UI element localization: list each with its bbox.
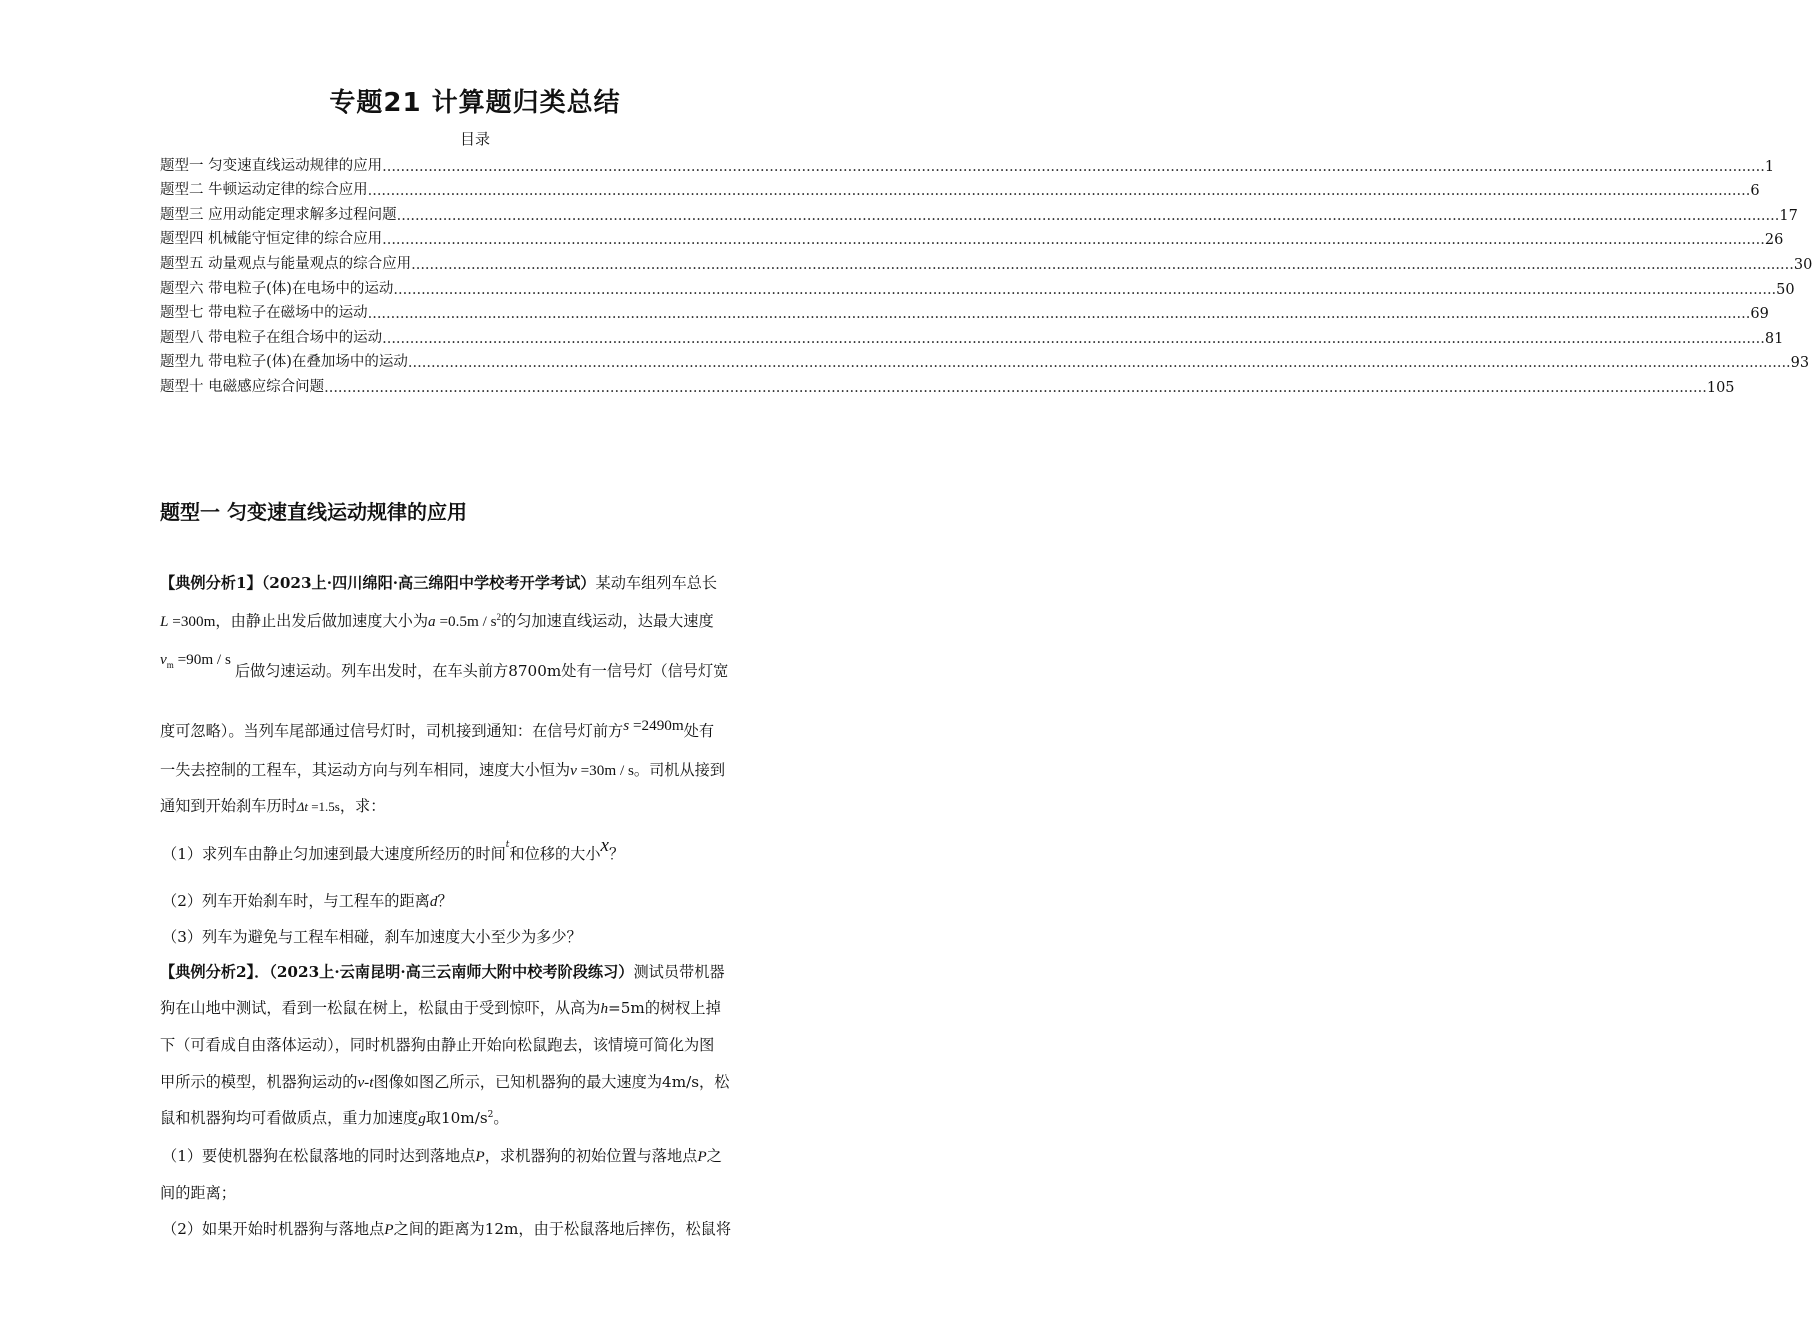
toc-entry-label: 题型八 带电粒子在组合场中的运动 bbox=[160, 329, 383, 346]
formula-var: P bbox=[697, 1148, 707, 1165]
text: 一失去控制的工程车，其运动方向与列车相同，速度大小恒为 bbox=[160, 761, 571, 779]
ex2-tag: 【典例分析2】．（2023上·云南昆明·高三云南师大附中校考阶段练习） bbox=[160, 963, 634, 981]
ex1-line-2 bbox=[160, 610, 792, 631]
formula-val: =300m bbox=[168, 613, 216, 630]
toc-entry-page: 1 bbox=[1764, 158, 1775, 175]
toc-entry-1[interactable] bbox=[160, 150, 1775, 175]
text: 之 bbox=[706, 1147, 722, 1165]
ex1-question-1 bbox=[162, 835, 794, 865]
toc-leader: ............................................................................................................................................................................................................................................................................................................ bbox=[382, 158, 1765, 175]
toc-entry-2[interactable] bbox=[160, 175, 1760, 200]
text: =5m的树杈上掉 bbox=[608, 999, 721, 1017]
text: 甲所示的模型，机器狗运动的 bbox=[160, 1073, 358, 1091]
formula-var: P bbox=[475, 1148, 485, 1165]
text: 通知到开始刹车历时 bbox=[160, 797, 297, 815]
text: （1）求列车由静止匀加速到最大速度所经历的时间 bbox=[162, 845, 506, 863]
text: （1）要使机器狗在松鼠落地的同时达到落地点 bbox=[162, 1147, 476, 1165]
toc-entry-5[interactable] bbox=[160, 248, 1812, 273]
text: 图像如图乙所示，已知机器狗的最大速度为4m/s，松 bbox=[373, 1073, 730, 1091]
text: ，求机器狗的初始位置与落地点 bbox=[484, 1147, 698, 1165]
ex2-line-4 bbox=[160, 1071, 792, 1092]
text: 狗在山地中测试，看到一松鼠在树上，松鼠由于受到惊吓，从高为 bbox=[160, 999, 601, 1017]
toc-entry-label: 题型四 机械能守恒定律的综合应用 bbox=[160, 231, 383, 248]
vm-formula bbox=[160, 650, 231, 671]
formula-sub: m bbox=[166, 660, 174, 671]
text: 取10m/s bbox=[425, 1109, 488, 1127]
toc-entry-10[interactable] bbox=[160, 371, 1735, 396]
ex2-line-2 bbox=[160, 997, 792, 1018]
toc-entry-7[interactable] bbox=[160, 298, 1769, 323]
toc-entry-label: 题型五 动量观点与能量观点的综合应用 bbox=[160, 255, 412, 272]
toc-entry-label: 题型九 带电粒子(体)在叠加场中的运动 bbox=[160, 354, 408, 371]
formula-var: v bbox=[570, 762, 577, 779]
ex1-line-4 bbox=[160, 717, 792, 741]
toc-entry-8[interactable] bbox=[160, 322, 1784, 347]
toc-leader: ............................................................................................................................................................................................................................................................................................................ bbox=[407, 355, 1791, 372]
text: 之间的距离为12m，由于松鼠落地后摔伤，松鼠将 bbox=[393, 1220, 732, 1238]
toc-leader: ............................................................................................................................................................................................................................................................................................................ bbox=[382, 330, 1765, 347]
formula-var: a bbox=[428, 613, 436, 630]
toc-entry-page: 81 bbox=[1764, 330, 1784, 347]
text: 处有 bbox=[683, 722, 715, 740]
toc-entry-page: 93 bbox=[1790, 355, 1810, 372]
toc-leader: ............................................................................................................................................................................................................................................................................................................ bbox=[393, 281, 1777, 298]
text: ，求： bbox=[339, 797, 386, 815]
toc-leader: ............................................................................................................................................................................................................................................................................................................ bbox=[382, 232, 1765, 249]
text: 测试员带机器 bbox=[633, 963, 725, 981]
ex1-line-3 bbox=[160, 651, 792, 682]
toc-entry-page: 17 bbox=[1779, 207, 1798, 224]
text: 。司机从接到 bbox=[633, 761, 726, 779]
text: ？ bbox=[608, 845, 625, 863]
ex2-line-3: 下（可看成自由落体运动），同时机器狗由静止开始向松鼠跑去，该情境可简化为图 bbox=[160, 1036, 715, 1054]
toc-heading: 目录 bbox=[459, 130, 490, 148]
text: ？ bbox=[437, 892, 453, 910]
ex1-question-3: （3）列车为避免与工程车相碰，刹车加速度大小至少为多少？ bbox=[162, 928, 582, 946]
formula-var: d bbox=[429, 893, 438, 910]
toc-entry-6[interactable] bbox=[160, 273, 1795, 298]
toc-entry-page: 105 bbox=[1706, 379, 1735, 396]
ex1-tag: 【典例分析1】（2023上·四川绵阳·高三绵阳中学校考开学考试） bbox=[160, 574, 596, 592]
formula-var: t bbox=[505, 840, 510, 850]
ex2-line-5 bbox=[160, 1107, 792, 1128]
toc-entry-label: 题型六 带电粒子(体)在电场中的运动 bbox=[160, 280, 394, 297]
text: 度可忽略）。当列车尾部通过信号灯时，司机接到通知：在信号灯前方 bbox=[160, 722, 624, 740]
formula-val: =2490m bbox=[629, 717, 684, 734]
formula-var: P bbox=[384, 1221, 394, 1238]
toc-entry-label: 题型十 电磁感应综合问题 bbox=[160, 378, 325, 395]
ex1-question-2 bbox=[162, 890, 794, 911]
ex2-question-2 bbox=[162, 1218, 794, 1239]
section-heading: 题型一 匀变速直线运动规律的应用 bbox=[160, 500, 467, 524]
toc-entry-label: 题型一 匀变速直线运动规律的应用 bbox=[160, 157, 383, 174]
toc-leader: ............................................................................................................................................................................................................................................................................................................ bbox=[411, 256, 1794, 273]
toc-leader: ............................................................................................................................................................................................................................................................................................................ bbox=[396, 207, 1780, 224]
ex2-question-1-cont: 间的距离； bbox=[160, 1184, 236, 1202]
formula-var: v bbox=[160, 651, 167, 668]
formula-val: =0.5m / s bbox=[435, 613, 497, 630]
toc-entry-page: 30 bbox=[1793, 256, 1812, 273]
toc-entry-9[interactable] bbox=[160, 347, 1810, 372]
toc-entry-3[interactable] bbox=[160, 199, 1798, 224]
ex1-line-6 bbox=[160, 795, 792, 816]
text: （2）如果开始时机器狗与落地点 bbox=[162, 1220, 385, 1238]
toc-entry-page: 50 bbox=[1776, 281, 1795, 298]
toc-entry-label: 题型二 牛顿运动定律的综合应用 bbox=[160, 182, 368, 199]
formula-var: L bbox=[160, 613, 169, 630]
formula-var: Δt bbox=[296, 799, 308, 814]
formula-var: v-t bbox=[357, 1074, 374, 1091]
toc-entry-page: 26 bbox=[1764, 232, 1784, 249]
page-title: 专题21 计算题归类总结 bbox=[329, 88, 621, 118]
toc-entry-page: 6 bbox=[1750, 183, 1760, 200]
text: 。 bbox=[493, 1109, 509, 1127]
text: 某动车组列车总长 bbox=[595, 574, 717, 592]
formula-var: h bbox=[600, 1000, 609, 1017]
text: ，由静止出发后做加速度大小为 bbox=[215, 612, 429, 630]
formula-val: =1.5s bbox=[307, 799, 340, 814]
ex1-line-5 bbox=[160, 759, 792, 780]
text: 的匀加速直线运动，达最大速度 bbox=[501, 612, 714, 630]
formula-var: s bbox=[623, 717, 630, 734]
toc-leader: ............................................................................................................................................................................................................................................................................................................ bbox=[367, 183, 1751, 200]
ex1-line-1 bbox=[160, 572, 792, 593]
toc-entry-label: 题型三 应用动能定理求解多过程问题 bbox=[160, 206, 397, 223]
s-formula bbox=[623, 716, 683, 734]
toc-leader: ............................................................................................................................................................................................................................................................................................................ bbox=[324, 379, 1707, 396]
formula-val: =30m / s bbox=[576, 762, 634, 779]
ex2-question-1 bbox=[162, 1145, 794, 1166]
formula-var: g bbox=[418, 1110, 426, 1127]
formula-sup: 2 bbox=[496, 611, 502, 622]
formula-val: =90m / s bbox=[173, 651, 231, 668]
toc-entry-label: 题型七 带电粒子在磁场中的运动 bbox=[160, 305, 368, 322]
table-of-contents bbox=[160, 150, 1812, 396]
text: （2）列车开始刹车时，与工程车的距离 bbox=[162, 892, 430, 910]
ex2-line-1 bbox=[160, 961, 792, 982]
text: 鼠和机器狗均可看做质点，重力加速度 bbox=[160, 1109, 419, 1127]
formula-var: x bbox=[600, 835, 609, 856]
text: 后做匀速运动。列车出发时，在车头前方8700m处有一信号灯（信号灯宽 bbox=[234, 662, 729, 680]
text: 和位移的大小 bbox=[509, 845, 601, 863]
toc-leader: ............................................................................................................................................................................................................................................................................................................ bbox=[367, 306, 1751, 323]
formula-sup: 2 bbox=[487, 1109, 494, 1120]
toc-entry-4[interactable] bbox=[160, 224, 1784, 249]
toc-entry-page: 69 bbox=[1750, 306, 1769, 323]
